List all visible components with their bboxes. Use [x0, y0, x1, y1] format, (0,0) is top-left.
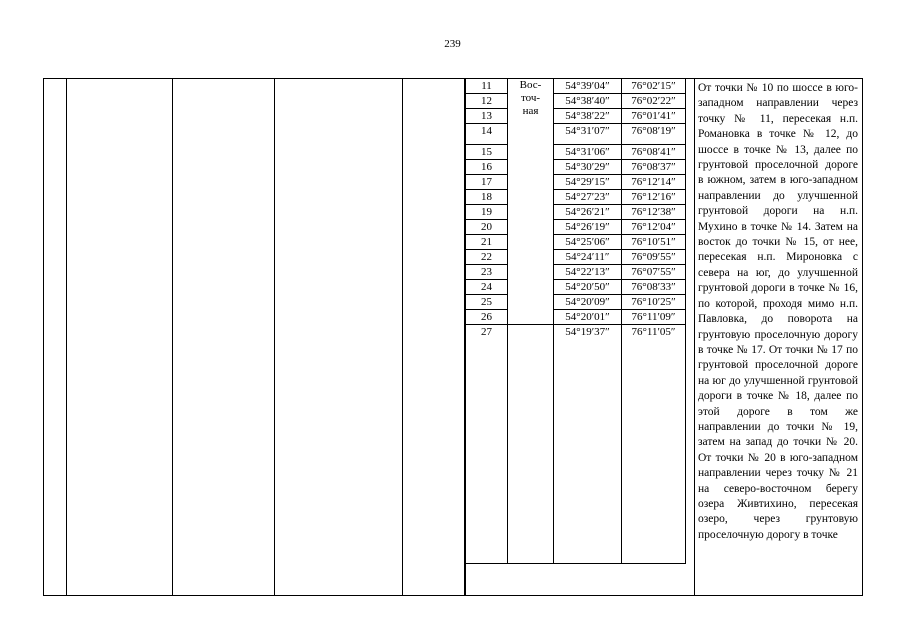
point-number: 26: [466, 310, 508, 325]
column-divider: [66, 78, 67, 596]
latitude-cell: 54°27′23″: [554, 190, 622, 205]
table-row: [466, 220, 686, 235]
table-row: [466, 145, 686, 160]
table-row: [466, 235, 686, 250]
longitude-cell: 76°12′14″: [622, 175, 686, 190]
latitude-cell: 54°24′11″: [554, 250, 622, 265]
latitude-cell: 54°31′07″: [554, 124, 622, 145]
column-divider: [172, 78, 173, 596]
point-number: 13: [466, 109, 508, 124]
column-divider: [694, 78, 695, 596]
longitude-cell: 76°10′25″: [622, 295, 686, 310]
longitude-cell: 76°01′41″: [622, 109, 686, 124]
point-number: 15: [466, 145, 508, 160]
longitude-cell: 76°12′16″: [622, 190, 686, 205]
table-row: [466, 160, 686, 175]
direction-label: Вос- точ- ная: [508, 79, 554, 325]
latitude-cell: 54°26′21″: [554, 205, 622, 220]
boundary-description: От точки № 10 по шоссе в юго-западном направлении через точку № 11, пересекая н.п. Романовка в точке № 12, до шоссе в точке № 13, далее по грунтовой проселочной дороге в южном, затем в юго-западном направлении до улучшенной грунтовой дороги на н.п. Мухино в точке № 14. Затем на восток до точки № 15, от нее, пересекая н.п. Мироновка с севера на юг, до улучшенной грунтовой дороги в точке № 16, по которой, проходя мимо н.п. Павловка, до поворота на грунтовую проселочную дорогу в точке № 17. От точки № 17 по грунтовой проселочной дороге на юг до улучшенной грунтовой дороги в точке № 18, далее по этой дороге в том же направлении до точки № 19, затем на запад до точки № 20. От точки № 20 в юго-западном направлении через точку № 21 на северо-восточном берегу озера Живтихино, пересекая озеро, через грунтовую проселочную дорогу в точке: [698, 82, 858, 541]
column-divider: [402, 78, 403, 596]
longitude-cell: 76°08′37″: [622, 160, 686, 175]
table-row: [466, 280, 686, 295]
table-row: [466, 205, 686, 220]
longitude-cell: 76°11′05″: [622, 325, 686, 564]
coordinates-table: [465, 78, 686, 564]
longitude-cell: 76°02′22″: [622, 94, 686, 109]
longitude-cell: 76°08′41″: [622, 145, 686, 160]
point-number: 14: [466, 124, 508, 145]
point-number: 18: [466, 190, 508, 205]
point-number: 20: [466, 220, 508, 235]
table-row: [466, 79, 686, 94]
latitude-cell: 54°20′09″: [554, 295, 622, 310]
page-number: 239: [444, 38, 461, 50]
table-row: [466, 250, 686, 265]
point-number: 23: [466, 265, 508, 280]
latitude-cell: 54°38′22″: [554, 109, 622, 124]
longitude-cell: 76°12′38″: [622, 205, 686, 220]
point-number: 24: [466, 280, 508, 295]
table-row: [466, 109, 686, 124]
point-number: 22: [466, 250, 508, 265]
direction-cell: [508, 325, 554, 564]
longitude-cell: 76°10′51″: [622, 235, 686, 250]
table-row: [466, 190, 686, 205]
latitude-cell: 54°29′15″: [554, 175, 622, 190]
latitude-cell: 54°25′06″: [554, 235, 622, 250]
table-row: [466, 175, 686, 190]
latitude-cell: 54°31′06″: [554, 145, 622, 160]
latitude-cell: 54°38′40″: [554, 94, 622, 109]
longitude-cell: 76°08′19″: [622, 124, 686, 145]
longitude-cell: 76°02′15″: [622, 79, 686, 94]
latitude-cell: 54°30′29″: [554, 160, 622, 175]
latitude-cell: 54°20′01″: [554, 310, 622, 325]
longitude-cell: 76°09′55″: [622, 250, 686, 265]
column-divider: [274, 78, 275, 596]
table-row: [466, 325, 686, 564]
latitude-cell: 54°20′50″: [554, 280, 622, 295]
table-row: [466, 265, 686, 280]
point-number: 19: [466, 205, 508, 220]
table-row: [466, 124, 686, 145]
table-row: [466, 295, 686, 310]
latitude-cell: 54°19′37″: [554, 325, 622, 564]
point-number: 12: [466, 94, 508, 109]
latitude-cell: 54°22′13″: [554, 265, 622, 280]
longitude-cell: 76°07′55″: [622, 265, 686, 280]
latitude-cell: 54°26′19″: [554, 220, 622, 235]
point-number: 16: [466, 160, 508, 175]
point-number: 25: [466, 295, 508, 310]
longitude-cell: 76°08′33″: [622, 280, 686, 295]
point-number: 27: [466, 325, 508, 564]
table-row: [466, 310, 686, 325]
longitude-cell: 76°11′09″: [622, 310, 686, 325]
point-number: 21: [466, 235, 508, 250]
point-number: 11: [466, 79, 508, 94]
point-number: 17: [466, 175, 508, 190]
table-row: [466, 94, 686, 109]
longitude-cell: 76°12′04″: [622, 220, 686, 235]
latitude-cell: 54°39′04″: [554, 79, 622, 94]
